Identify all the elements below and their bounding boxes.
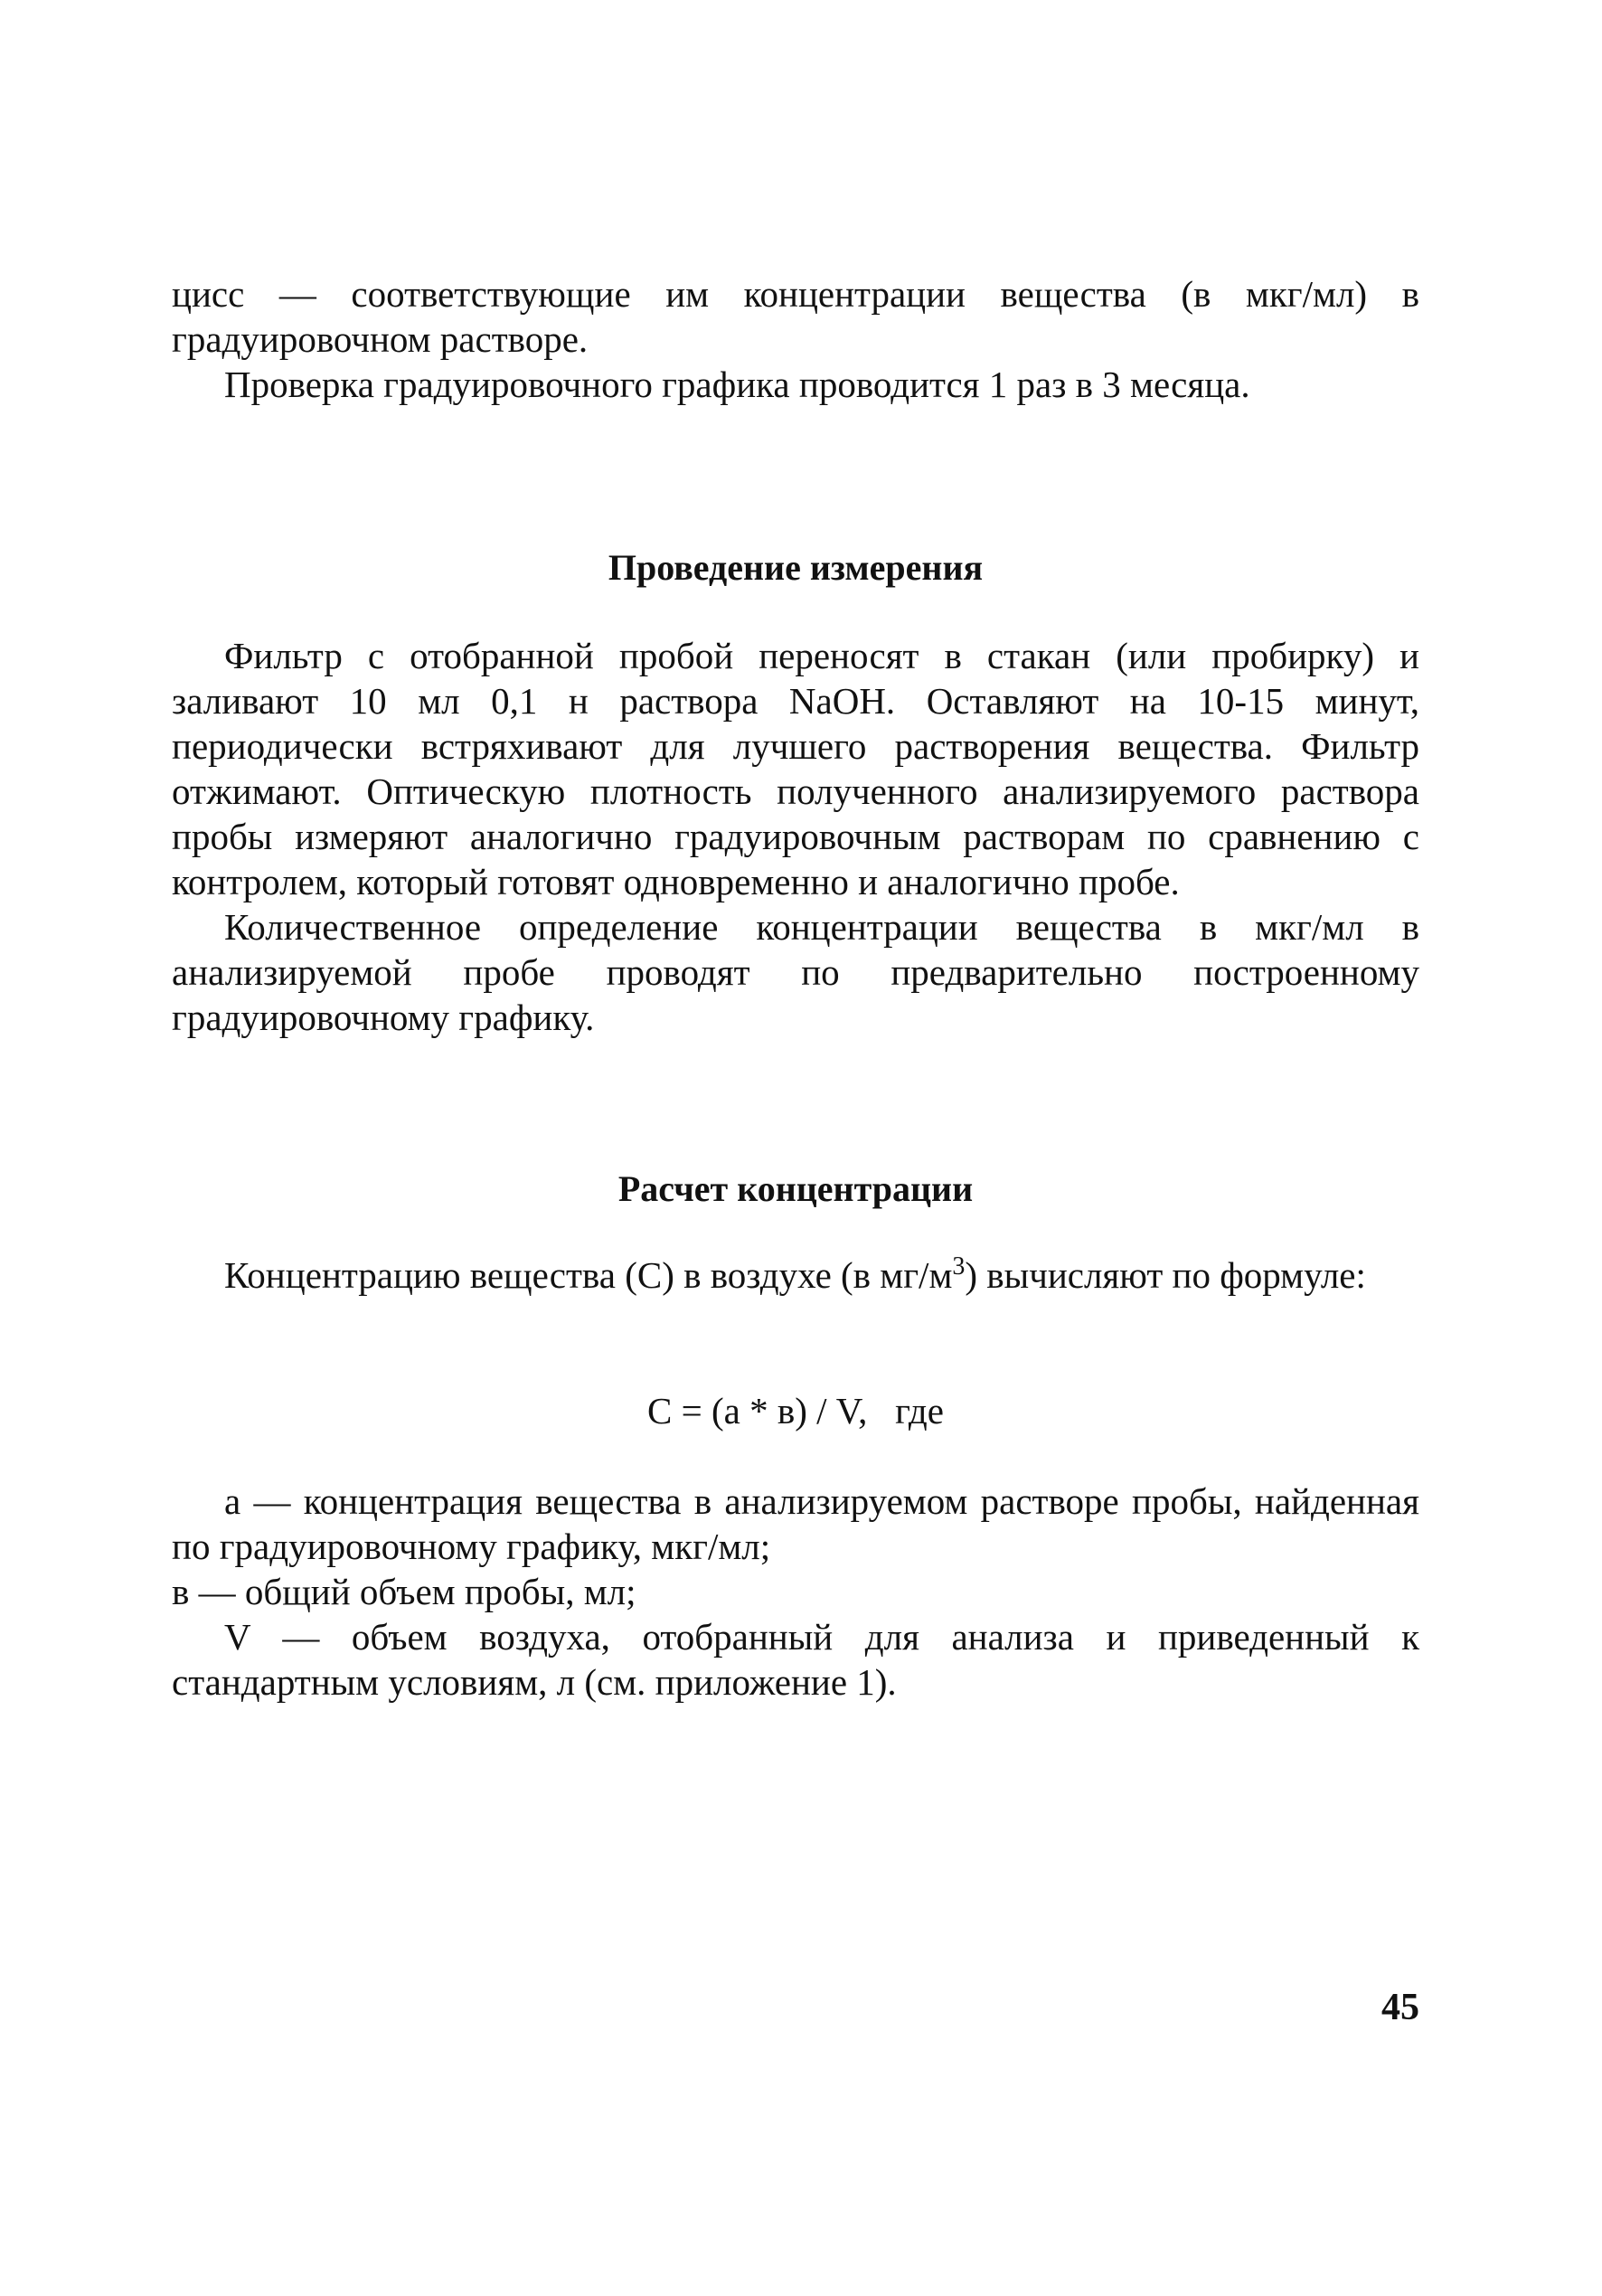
- cubic-superscript: 3: [952, 1252, 966, 1280]
- measurement-paragraph-quantitative: Количественное определение концентрации вещества в мкг/мл в анализируемой пробе проводят по предварительно построенному градуировочному графику.: [172, 906, 1419, 1038]
- calculation-intro-paragraph: [172, 1252, 1419, 1298]
- intro-paragraph-check: Проверка градуировочного графика проводится 1 раз в 3 месяца.: [224, 364, 1250, 405]
- measurement-block: [172, 633, 1419, 1040]
- definitions-block: [172, 1479, 1419, 1705]
- page-number: 45: [1381, 1987, 1419, 2028]
- calculation-intro-text: Концентрацию вещества (С) в воздухе (в мг/м: [224, 1254, 953, 1296]
- intro-block: [172, 271, 1419, 407]
- measurement-paragraph-procedure: Фильтр с отобранной пробой переносят в стакан (или пробирку) и заливают 10 мл 0,1 н раствора NaOH. Оставляют на 10-15 минут, периодически встряхивают для лучшего растворения вещества. Фильтр отжимают. Оптическую плотность полученного анализируемого раствора пробы измеряют аналогично градуировочным растворам по сравнению с контролем, который готовят одновременно и аналогично пробе.: [172, 635, 1419, 902]
- intro-paragraph-continuation: цисс — соответствующие им концентрации вещества (в мкг/мл) в градуировочном растворе.: [172, 273, 1419, 360]
- definition-b: в — общий объем пробы, мл;: [172, 1571, 636, 1612]
- concentration-formula: С = (а * в) / V, где: [647, 1390, 944, 1431]
- heading-measurement: Проведение измерения: [608, 547, 984, 588]
- calculation-intro-text-end: ) вычисляют по формуле:: [965, 1254, 1366, 1296]
- calculation-intro-block: [172, 1252, 1419, 1298]
- definition-v: V — объем воздуха, отобранный для анализа и приведенный к стандартным условиям, л (см. приложение 1).: [172, 1616, 1419, 1703]
- heading-calculation: Расчет концентрации: [617, 1168, 974, 1209]
- definition-a: а — концентрация вещества в анализируемом растворе пробы, найденная по градуировочному графику, мкг/мл;: [172, 1480, 1419, 1567]
